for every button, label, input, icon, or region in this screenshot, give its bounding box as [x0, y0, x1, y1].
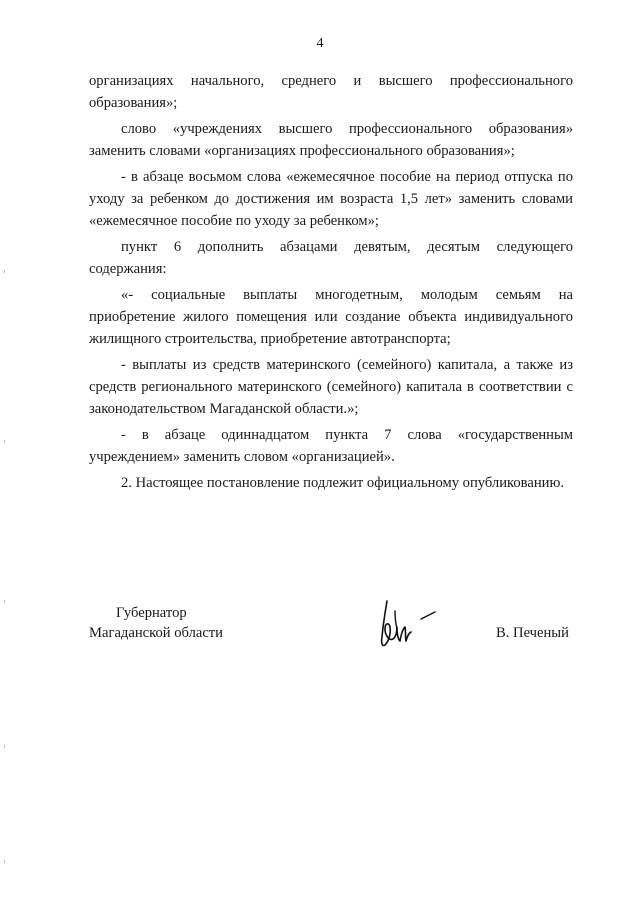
- handwritten-signature: [373, 595, 443, 659]
- signatory-name: В. Печеный: [496, 625, 569, 641]
- page-number: 4: [316, 36, 324, 51]
- paragraph-point-7-change: - в абзаце одиннадцатом пункта 7 слова «государственным учреждением» заменить словом «организацией».: [89, 427, 573, 465]
- signatory-title-line2: Магаданской области: [89, 625, 223, 641]
- paragraph-social-payments: «- социальные выплаты многодетным, молодым семьям на приобретение жилого помещения или создание объекта индивидуального жилищного строительства, приобретение автотранспорта;: [89, 287, 573, 347]
- scan-artifact: [4, 600, 5, 603]
- scan-artifact: [4, 440, 5, 443]
- scan-artifact: [4, 270, 5, 273]
- signatory-title-line1: Губернатор: [116, 605, 187, 621]
- paragraph-eighth-abzac: - в абзаце восьмом слова «ежемесячное пособие на период отпуска по уходу за ребенком до достижения им возраста 1,5 лет» заменить словами «ежемесячное пособие по уходу за ребенком»;: [89, 169, 573, 229]
- scan-artifact: [4, 860, 5, 863]
- paragraph-point-6-addition: пункт 6 дополнить абзацами девятым, десятым следующего содержания:: [89, 239, 573, 277]
- paragraph-maternity-capital: - выплаты из средств материнского (семейного) капитала, а также из средств регионального материнского (семейного) капитала в соответствии с законодательством Магаданской области.»;: [89, 357, 573, 417]
- signatory-title: [89, 603, 269, 643]
- document-body: [89, 70, 573, 498]
- paragraph-replace-word: слово «учреждениях высшего профессионального образования» заменить словами «организациях профессионального образования»;: [89, 121, 573, 159]
- scan-artifact: [4, 745, 5, 748]
- paragraph-publication: 2. Настоящее постановление подлежит официальному опубликованию.: [121, 475, 565, 491]
- signature-block: [0, 603, 640, 663]
- paragraph-continuation: организациях начального, среднего и высшего профессионального образования»;: [89, 73, 573, 111]
